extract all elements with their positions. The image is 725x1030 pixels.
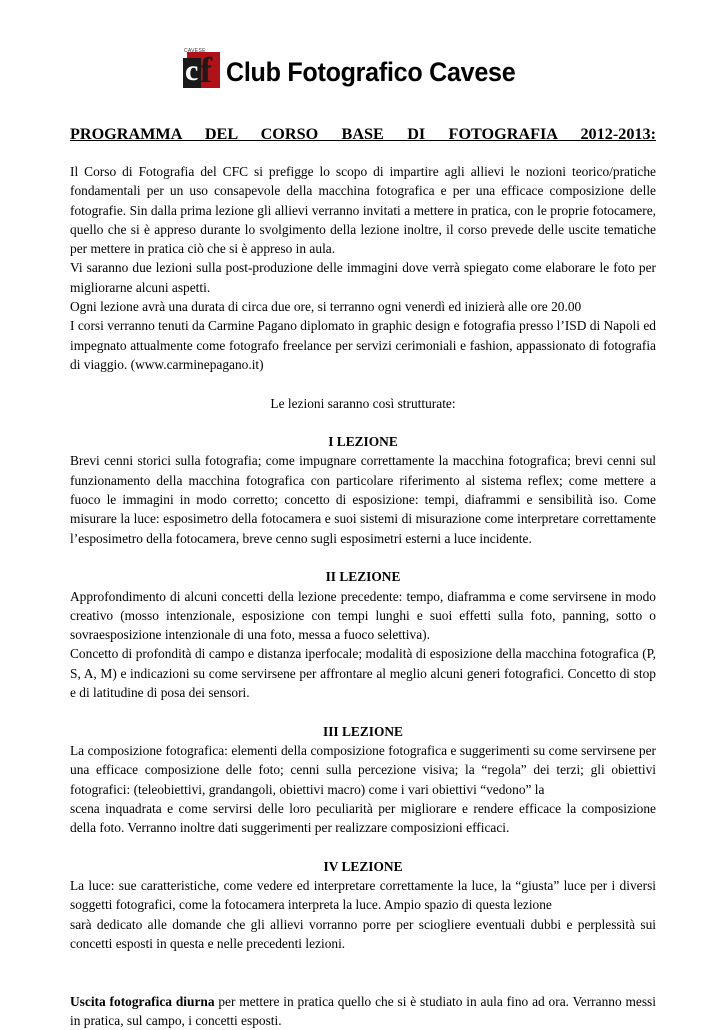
intro-paragraph: I corsi verranno tenuti da Carmine Pagano diplomato in graphic design e fotografia presso l’ISD di Napoli ed impegnato attualmente come fotografo freelance per servizi cerimoniali e fashion, appassionato di fotografia di viaggio. (www.carminepagano.it) bbox=[70, 318, 656, 372]
intro-paragraph: Ogni lezione avrà una durata di circa due ore, si terranno ogni venerdì ed inizierà alle ore 20.00 bbox=[70, 299, 582, 315]
document-body bbox=[70, 162, 656, 1030]
structure-line: Le lezioni saranno così strutturate: bbox=[270, 395, 456, 411]
lesson-2-text: Concetto di profondità di campo e distanza iperfocale; modalità di esposizione della macchina fotografica (P, S, A, M) e indicazioni su come servirsene per affrontare al meglio alcuni generi fotografici. Concetto di stop e di latitudine di posa dei sensori. bbox=[70, 646, 656, 701]
club-logo bbox=[183, 48, 223, 90]
lesson-4-title: IV LEZIONE bbox=[323, 858, 403, 874]
intro-paragraph: Il Corso di Fotografia del CFC si prefigge lo scopo di impartire agli allievi le nozioni teorico/pratiche fondamentali per un uso consapevole della macchina fotografica e per una efficace composizione delle fotografie. Sin dalla prima lezione gli allievi verranno invitati a mettere in pratica, con le proprie fotocamere, quello che si è appreso durante lo svolgimento della lezione inoltre, il corso prevede delle uscite tematiche per mettere in pratica ciò che si è appreso in aula. bbox=[70, 164, 656, 257]
intro-paragraph: Vi saranno due lezioni sulla post-produzione delle immagini dove verrà spiegato come elaborare le foto per migliorarne alcuni aspetti. bbox=[70, 260, 656, 295]
lesson-1-title: I LEZIONE bbox=[328, 434, 398, 450]
lesson-2-title: II LEZIONE bbox=[325, 569, 401, 585]
logo-letter-c: c bbox=[185, 54, 199, 87]
club-name: Club Fotografico Cavese bbox=[226, 57, 516, 87]
header bbox=[183, 42, 537, 90]
outing-label: Uscita fotografica diurna bbox=[70, 993, 215, 1009]
outing-paragraph bbox=[70, 992, 656, 1030]
document-title: PROGRAMMA DEL CORSO BASE DI FOTOGRAFIA 2012-2013: bbox=[70, 125, 656, 143]
lesson-3-text: scena inquadrata e come servirsi delle loro peculiarità per migliorare e rendere efficace la composizione della foto. Verranno inoltre dati suggerimenti per realizzare composizioni efficaci. bbox=[70, 800, 656, 836]
logo-letter-f: f bbox=[200, 50, 212, 90]
lesson-2-text: Approfondimento di alcuni concetti della lezione precedente: tempo, diaframma e come servirsene in modo creativo (mosso intenzionale, esposizione con tempi lunghi e suoi effetti sulla foto, panning, sotto o sovraesposizione intenzionale di una foto, messa a fuoco selettiva). bbox=[70, 588, 656, 643]
lesson-3-title: III LEZIONE bbox=[322, 723, 403, 739]
outing-text: per mettere in pratica quello che si è studiato in aula fino ad ora. Verranno messi in pratica, sul campo, i concetti esposti. bbox=[70, 993, 656, 1029]
logo-small-text: CAVESE bbox=[184, 48, 206, 54]
lesson-1-text: Brevi cenni storici sulla fotografia; come impugnare correttamente la macchina fotografica; brevi cenni sul funzionamento della macchina fotografica con particolare riferimento al sistema reflex; come mettere a fuoco le immagini in modo corretto; concetto di esposizione: tempi, diaframmi e sensibilità iso. Come misurare la luce: esposimetro della fotocamera e suoi sistemi di misurazione come interpretare correttamente l’esposimetro della fotocamera, breve cenno sugli esposimetri esterni a luce incidente. bbox=[70, 453, 656, 546]
lesson-4-text: sarà dedicato alle domande che gli allievi vorranno porre per sciogliere eventuali dubbi e perplessità sui concetti esposti in questa e nelle precedenti lezioni. bbox=[70, 916, 656, 951]
lesson-3-text: La composizione fotografica: elementi della composizione fotografica e suggerimenti su come servirsene per una efficace composizione delle foto; cenni sulla percezione visiva; la “regola” dei terzi; gli obiettivi fotografici: (teleobiettivi, grandangoli, obiettivi macro) come i vari obiettivi “vedono” la bbox=[70, 742, 656, 797]
lesson-4-text: La luce: sue caratteristiche, come vedere ed interpretare correttamente la luce, la “giusta” luce per i diversi soggetti fotografici, come la fotocamera interpreta la luce. Ampio spazio di questa lezione bbox=[70, 877, 656, 913]
